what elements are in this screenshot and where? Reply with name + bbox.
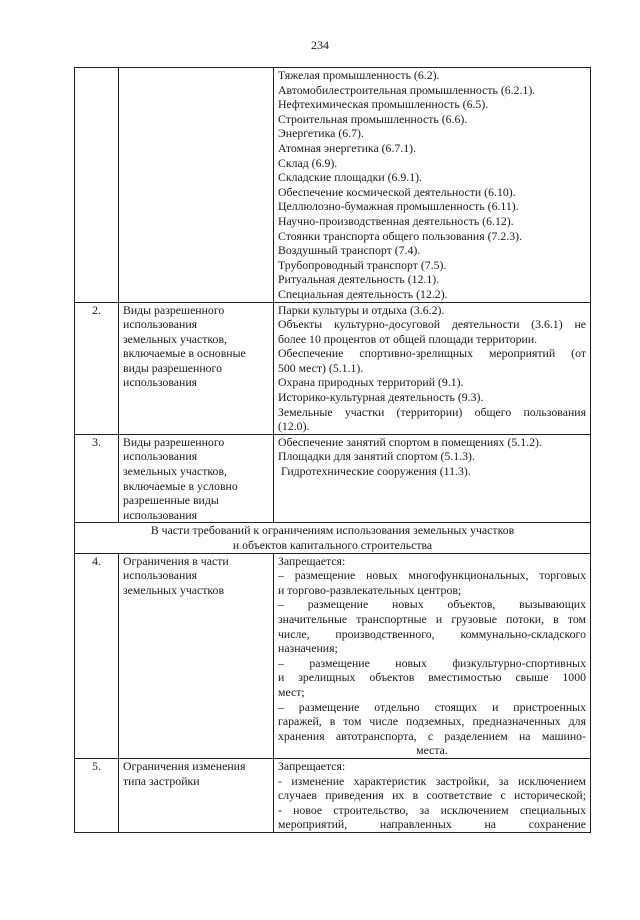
- list-item: Атомная энергетика (6.7.1).: [278, 140, 417, 155]
- list-item: Стоянки транспорта общего пользования (7.2.3).: [278, 228, 523, 243]
- row-label-cell: [119, 68, 274, 303]
- row-content-cell: [274, 68, 591, 303]
- table-row: [75, 553, 591, 758]
- row-content-cell: Запрещается: - изменение характеристик застройки, за исключением случаев приведения их в соответствие с исторической; - новое строительство, за исключением специальных мероприятий, направленных на сохранение: [274, 758, 591, 832]
- table-row: [75, 434, 591, 523]
- row-content-cell: Запрещается: – размещение новых многофункциональных, торговых и торгово-развлекательных центров; – размещение новых объектов, вызывающих значительные транспортные и грузовые потоки, в том числе, производственного, коммунально-складского назначения; – размещение новых физкультурно-спортивных и зрелищных объектов вместимостью свыше 1000 мест; – размещение отдельно стоящих и пристроенных гаражей, в том числе подземных, предназначенных для хранения автотранспорта, с разделением на машино- места.: [274, 553, 591, 758]
- list-item: Трубопроводный транспорт (7.5).: [278, 257, 447, 272]
- list-item: Автомобилестроительная промышленность (6.2.1).: [278, 82, 536, 97]
- row-label-cell: Виды разрешенного использования земельных участков, включаемые в условно разрешенные виды использования: [119, 434, 274, 523]
- row-label-cell: Ограничения изменения типа застройки: [119, 758, 274, 832]
- list-item: Склад (6.9).: [278, 155, 338, 170]
- row-number-cell: 3.: [75, 434, 119, 523]
- row-label-cell: Виды разрешенного использования земельных участков, включаемые в основные виды разрешенного использования: [119, 302, 274, 434]
- list-item: Специальная деятельность (12.2).: [278, 286, 448, 301]
- table-row: [75, 68, 591, 303]
- row-content-cell: Парки культуры и отдыха (3.6.2). Объекты культурно-досуговой деятельности (3.6.1) не более 10 процентов от общей площади территории. Обеспечение спортивно-зрелищных мероприятий (от 500 мест) (5.1.1). Охрана природных территорий (9.1). Историко-культурная деятельность (9.3). Земельные участки (территории) общего пользования (12.0).: [274, 302, 591, 434]
- table-row: [75, 302, 591, 434]
- list-item: Обеспечение космической деятельности (6.10).: [278, 184, 516, 199]
- list-item: Научно-производственная деятельность (6.12).: [278, 213, 514, 228]
- table-row: [75, 758, 591, 832]
- row-number-cell: 2.: [75, 302, 119, 434]
- list-item: Нефтехимическая промышленность (6.5).: [278, 97, 489, 112]
- list-item: Целлюлозно-бумажная промышленность (6.11).: [278, 199, 519, 214]
- list-item: Энергетика (6.7).: [278, 126, 364, 141]
- list-item: Строительная промышленность (6.6).: [278, 111, 468, 126]
- row-content-cell: Обеспечение занятий спортом в помещениях (5.1.2). Площадки для занятий спортом (5.1.3). Гидротехнические сооружения (11.3).: [274, 434, 591, 523]
- list-item: Воздушный транспорт (7.4).: [278, 243, 421, 258]
- list-item: Тяжелая промышленность (6.2).: [278, 68, 440, 82]
- page-number: 234: [311, 38, 329, 52]
- section-heading-row: [75, 523, 591, 553]
- row-number-cell: 4.: [75, 553, 119, 758]
- list-item: Ритуальная деятельность (12.1).: [278, 272, 440, 287]
- row-number-cell: [75, 68, 119, 303]
- list-item: Складские площадки (6.9.1).: [278, 170, 423, 185]
- row-label-cell: Ограничения в части использования земельных участков: [119, 553, 274, 758]
- row-number-cell: 5.: [75, 758, 119, 832]
- section-heading: В части требований к ограничениям использования земельных участков и объектов капитального строительства: [75, 523, 591, 553]
- zoning-regulations-table: [74, 67, 591, 833]
